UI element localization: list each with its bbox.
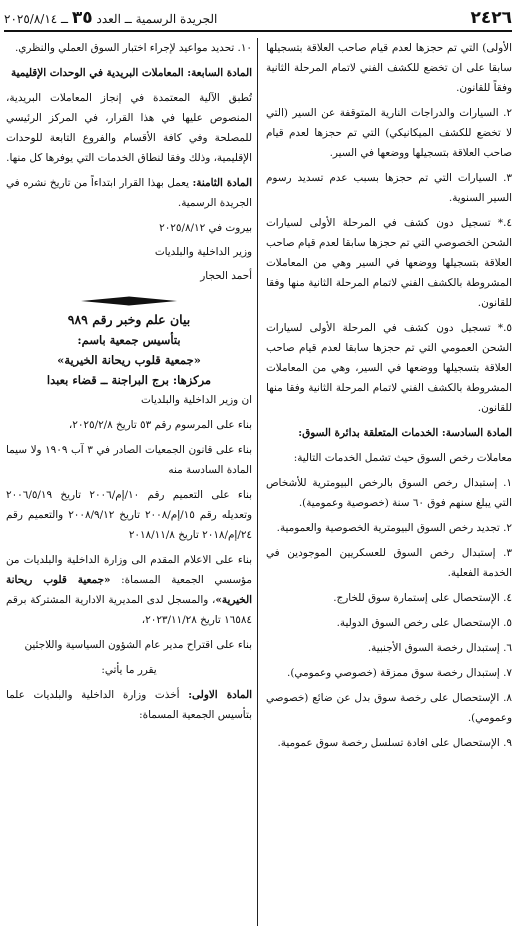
page-number: ٢٤٢٦	[470, 8, 512, 28]
notice-subtitle: بتأسيس جمعية باسم:	[77, 333, 181, 347]
association-name: «جمعية قلوب ريحانة الخيرية»	[57, 353, 201, 367]
column-divider	[257, 38, 258, 926]
article7-text: تُطبق الآلية المعتمدة في إنجاز المعاملات البريدية، المنصوص عليها في هذا القرار، في المركز الرئيسي للمصلحة وفي كافة الأقسام والفروع التابعة للوحدات الإقليمية، وذلك وفقا لنطاق الخدمات التي يوفرها كل منها.	[6, 92, 252, 164]
list-item: ٦. إستبدال رخصة السوق الأجنبية.	[367, 642, 512, 654]
based4-text: بناء على الاعلام المقدم الى وزارة الداخلية والبلديات من مؤسسي الجمعية المسماة:	[6, 554, 252, 586]
list-item: ٥. الإستحصال على رخص السوق الدولية.	[336, 617, 512, 629]
right-column	[266, 38, 512, 928]
paragraph	[6, 550, 252, 630]
article6-intro: معاملات رخص السوق حيث تشمل الخدمات التالية:	[293, 452, 512, 464]
list-item: ٣. السيارات التي تم حجزها بسبب عدم تسديد رسوم السير السنوية.	[266, 172, 512, 204]
list-item: ٤. الإستحصال على إستمارة سوق للخارج.	[333, 592, 512, 604]
list-item: ٢. السيارات والدراجات النارية المتوقفة عن السير (التي لا تخضع للكشف الميكانيكي) التي تم حجزها لعدم قيام صاحب العلاقة بتسجيلها ووضعها في السير.	[266, 107, 512, 159]
issue-date: ــ ٢٠٢٥/٨/١٤	[4, 12, 69, 26]
list-item: ١٠. تحديد مواعيد لإجراء اختبار السوق العملي والنظري.	[14, 42, 252, 54]
article6-heading: المادة السادسة: الخدمات المتعلقة بدائرة السوق:	[298, 427, 512, 439]
based4-association-name: «جمعية قلوب ريحانة الخيرية»	[6, 574, 252, 606]
signature-title: وزير الداخلية والبلديات	[154, 246, 252, 258]
association-hq: مركزها: برج البراجنة ــ قضاء بعبدا	[46, 373, 212, 387]
article1-text: أخذت وزارة الداخلية والبلديات علما بتأسيس الجمعية المسماة:	[6, 689, 252, 721]
gazette-name: الجريدة الرسمية ــ العدد	[96, 12, 218, 26]
left-column	[6, 38, 252, 928]
paragraph: بناء على التعميم رقم ١٠/إم/٢٠٠٦ تاريخ ٢٠٠٦/٥/١٩ وتعديله رقم ١٥/إم/٢٠٠٨ تاريخ ٢٠٠٨/٩/١٢ والتعميم رقم ٢٤/إم/٢٠١٨ تاريخ ٢٠١٨/١١/٨	[6, 489, 252, 541]
list-item: ٨. الإستحصال على رخصة سوق بدل عن ضائع (خصوصي وعمومي).	[266, 692, 512, 724]
list-item: ٢. تجديد رخص السوق البيومترية الخصوصية والعمومية.	[276, 522, 512, 534]
page-header	[4, 6, 512, 32]
signature-name: أحمد الحجار	[200, 270, 252, 282]
notice-title: بيان علم وخبر رقم ٩٨٩	[67, 312, 191, 327]
signature-place-date: بيروت في ٢٠٢٥/٨/١٢	[159, 222, 252, 234]
header-title	[4, 8, 217, 28]
minister-intro: ان وزير الداخلية والبلديات	[141, 394, 252, 406]
list-item: ٩. الإستحصال على افادة تسلسل رخصة سوق عمومية.	[277, 737, 512, 749]
article1	[6, 685, 252, 725]
article7-heading: المادة السابعة: المعاملات البريدية في الوحدات الإقليمية	[11, 67, 252, 79]
paragraph: بناء على المرسوم رقم ٥٣ تاريخ ٢٠٢٥/٢/٨،	[68, 419, 252, 431]
issue-number: ٣٥	[71, 8, 93, 28]
paragraph: بناء على قانون الجمعيات الصادر في ٣ آب ١٩٠٩ ولا سيما المادة السادسة منه	[6, 444, 252, 476]
list-item: ٧. إستبدال رخصة سوق ممزقة (خصوصي وعمومي).	[287, 667, 512, 679]
list-item: ١. إستبدال رخص السوق بالرخص البيومترية للأشخاص التي يبلغ سنهم فوق ٦٠ سنة (خصوصية وعمومية).	[266, 477, 512, 509]
list-item: ٥.* تسجيل دون كشف في المرحلة الأولى لسيارات الشحن العمومي التي تم حجزها سابقا لعدم قيام صاحب العلاقة بتسجيلها ووضعها في السير، وهي من المعاملات المشروطة بالكشف الفني لاتمام المرحلة الثانية وفقا منها للقانون.	[266, 322, 512, 414]
based4-registration: ، والمسجل لدى المديرية الادارية المشتركة برقم ١٦٥٨٤ تاريخ ٢٠٢٣/١١/٢٨،	[6, 594, 252, 626]
list-item: ٤.* تسجيل دون كشف في المرحلة الأولى لسيارات الشحن الخصوصي التي تم حجزها سابقا لعدم قيام صاحب العلاقة بتسجيلها ووضعها في السير وهي من المعاملات المشروطة بالكشف الفني لاتمام المرحلة الثانية منها وفقا للقانون.	[266, 217, 512, 309]
separator-ornament-icon	[81, 296, 177, 306]
section-separator-ornament	[6, 296, 252, 306]
decision-intro: يقرر ما يأتي:	[101, 664, 157, 676]
article8-label: المادة الثامنة:	[192, 177, 252, 189]
article1-label: المادة الاولى:	[188, 689, 252, 701]
paragraph: الأولى) التي تم حجزها لعدم قيام صاحب العلاقة بتسجيلها سابقا على ان تخضع للكشف الفني لاتمام المرحلة الثانية وفقاً للقانون.	[266, 42, 512, 94]
list-item: ٣. إستبدال رخص السوق للعسكريين الموجودين في الخدمة الفعلية.	[266, 547, 512, 579]
paragraph: بناء على اقتراح مدير عام الشؤون السياسية واللاجئين	[24, 639, 252, 651]
article8	[6, 173, 252, 213]
article8-text: يعمل بهذا القرار ابتداءاً من تاريخ نشره في الجريدة الرسمية.	[6, 177, 252, 209]
